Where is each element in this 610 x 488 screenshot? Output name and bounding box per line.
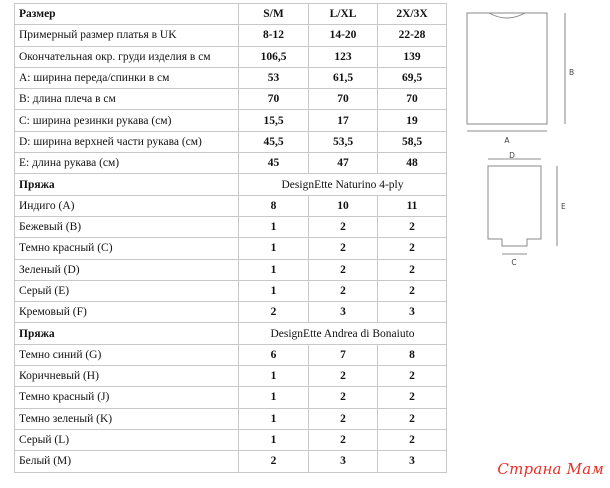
- row-label: Темно зеленый (K): [15, 408, 239, 429]
- row-label: Кремовый (F): [15, 302, 239, 323]
- row-label: Бежевый (B): [15, 216, 239, 237]
- measurement-row: [15, 110, 447, 131]
- size-value: 2: [378, 429, 447, 450]
- yarn-color-row: [15, 429, 447, 450]
- yarn-color-row: [15, 451, 447, 472]
- size-value: 139: [378, 46, 447, 67]
- size-value: 1: [239, 216, 309, 237]
- size-header: L/XL: [309, 4, 378, 25]
- row-label: Зеленый (D): [15, 259, 239, 280]
- size-value: 1: [239, 366, 309, 387]
- yarn-group-header: [15, 323, 447, 344]
- size-value: 45: [239, 153, 309, 174]
- size-value: 70: [239, 89, 309, 110]
- size-value: 1: [239, 408, 309, 429]
- yarn-color-row: [15, 280, 447, 301]
- measurement-row: [15, 153, 447, 174]
- size-value: 2: [309, 280, 378, 301]
- size-value: 1: [239, 387, 309, 408]
- size-value: 8: [239, 195, 309, 216]
- row-label: Белый (M): [15, 451, 239, 472]
- length-label: B: [569, 68, 575, 77]
- size-value: 19: [378, 110, 447, 131]
- sleeve-top-label: D: [509, 151, 515, 160]
- size-value: 106,5: [239, 46, 309, 67]
- size-value: 1: [239, 238, 309, 259]
- measurement-row: [15, 67, 447, 88]
- size-value: 2: [309, 216, 378, 237]
- size-value: 3: [309, 451, 378, 472]
- size-value: 70: [378, 89, 447, 110]
- row-label: Индиго (A): [15, 195, 239, 216]
- header-label: Размер: [15, 4, 239, 25]
- size-value: 3: [309, 302, 378, 323]
- yarn-color-row: [15, 408, 447, 429]
- width-label: A: [504, 136, 510, 145]
- yarn-brand: DesignEtte Andrea di Bonaiuto: [239, 323, 447, 344]
- size-value: 2: [239, 302, 309, 323]
- size-value: 69,5: [378, 67, 447, 88]
- size-value: 14-20: [309, 25, 378, 46]
- size-value: 2: [378, 387, 447, 408]
- size-value: 48: [378, 153, 447, 174]
- size-value: 2: [309, 387, 378, 408]
- row-label: Серый (L): [15, 429, 239, 450]
- size-value: 2: [378, 259, 447, 280]
- row-label: Темно красный (J): [15, 387, 239, 408]
- size-value: 10: [309, 195, 378, 216]
- row-label: Примерный размер платья в UK: [15, 25, 239, 46]
- sleeve-length-label: E: [561, 202, 566, 211]
- size-value: 70: [309, 89, 378, 110]
- size-value: 2: [309, 408, 378, 429]
- row-label: D: ширина верхней части рукава (см): [15, 131, 239, 152]
- size-value: 2: [239, 451, 309, 472]
- yarn-group-label: Пряжа: [15, 174, 239, 195]
- size-value: 1: [239, 429, 309, 450]
- measurement-row: [15, 25, 447, 46]
- site-watermark: Страна Мам: [497, 460, 604, 478]
- garment-schematic: [447, 3, 577, 273]
- yarn-color-row: [15, 302, 447, 323]
- row-label: Окончательная окр. груди изделия в см: [15, 46, 239, 67]
- table-header-row: [15, 4, 447, 25]
- size-value: 53: [239, 67, 309, 88]
- size-value: 61,5: [309, 67, 378, 88]
- yarn-color-row: [15, 387, 447, 408]
- size-value: 2: [309, 366, 378, 387]
- size-value: 1: [239, 280, 309, 301]
- measurement-row: [15, 89, 447, 110]
- size-value: 1: [239, 259, 309, 280]
- size-value: 53,5: [309, 131, 378, 152]
- garment-diagram: [447, 3, 577, 273]
- size-value: 2: [309, 259, 378, 280]
- size-value: 2: [378, 408, 447, 429]
- size-value: 3: [378, 451, 447, 472]
- yarn-group-header: [15, 174, 447, 195]
- size-yarn-table: [14, 3, 447, 473]
- row-label: C: ширина резинки рукава (см): [15, 110, 239, 131]
- row-label: Серый (E): [15, 280, 239, 301]
- yarn-color-row: [15, 366, 447, 387]
- size-value: 45,5: [239, 131, 309, 152]
- size-value: 17: [309, 110, 378, 131]
- size-value: 2: [378, 216, 447, 237]
- size-value: 58,5: [378, 131, 447, 152]
- size-value: 22-28: [378, 25, 447, 46]
- body-piece-outline: [467, 13, 547, 124]
- size-value: 15,5: [239, 110, 309, 131]
- row-label: E: длина рукава (см): [15, 153, 239, 174]
- cuff-label: C: [511, 258, 517, 267]
- size-value: 2: [378, 366, 447, 387]
- yarn-group-label: Пряжа: [15, 323, 239, 344]
- size-value: 8: [378, 344, 447, 365]
- size-header: 2X/3X: [378, 4, 447, 25]
- size-value: 6: [239, 344, 309, 365]
- row-label: B: длина плеча в см: [15, 89, 239, 110]
- size-value: 2: [309, 238, 378, 259]
- size-value: 47: [309, 153, 378, 174]
- measurement-row: [15, 46, 447, 67]
- yarn-color-row: [15, 195, 447, 216]
- yarn-color-row: [15, 238, 447, 259]
- row-label: Темно красный (C): [15, 238, 239, 259]
- row-label: Темно синий (G): [15, 344, 239, 365]
- size-value: 123: [309, 46, 378, 67]
- yarn-brand: DesignEtte Naturino 4-ply: [239, 174, 447, 195]
- size-value: 11: [378, 195, 447, 216]
- yarn-color-row: [15, 344, 447, 365]
- size-value: 2: [309, 429, 378, 450]
- yarn-color-row: [15, 216, 447, 237]
- size-value: 7: [309, 344, 378, 365]
- measurement-row: [15, 131, 447, 152]
- size-value: 3: [378, 302, 447, 323]
- size-value: 2: [378, 238, 447, 259]
- size-value: 2: [378, 280, 447, 301]
- row-label: Коричневый (H): [15, 366, 239, 387]
- size-header: S/M: [239, 4, 309, 25]
- row-label: А: ширина переда/спинки в см: [15, 67, 239, 88]
- sleeve-piece-outline: [488, 166, 541, 246]
- size-value: 8-12: [239, 25, 309, 46]
- yarn-color-row: [15, 259, 447, 280]
